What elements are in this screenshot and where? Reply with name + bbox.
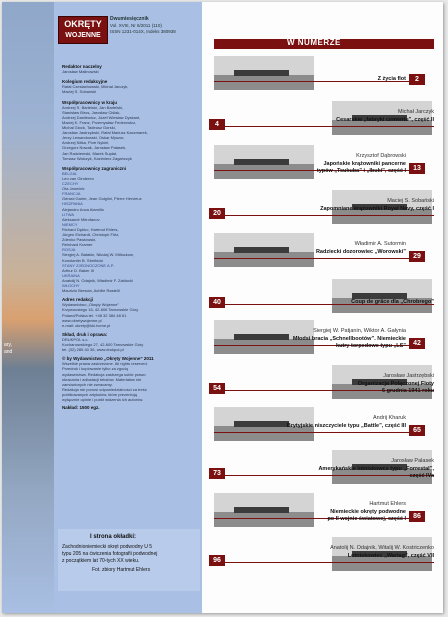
page-number-badge[interactable]: 42 <box>409 338 425 349</box>
foreign-country: BELGIA <box>62 170 77 176</box>
article-author: Michał Jarczyk <box>397 109 434 115</box>
article-title[interactable]: część IVa <box>409 473 434 479</box>
article-author: Jarosław Palasek <box>391 458 434 464</box>
foreign-names: Siergiej A. Bałakin, Nikołaj W. Mitiuckow, <box>62 252 134 258</box>
entry-divider <box>225 475 434 476</box>
cover-note-line: z początkiem lat 70-tych XX wieku. <box>62 558 140 564</box>
foreign-country: CZECHY <box>62 181 79 186</box>
article-author: Krzysztof Dąbrowski <box>356 153 406 159</box>
page-number-badge[interactable]: 54 <box>209 383 225 394</box>
domestic-line: Andrzej Danilewicz, Józef Wiesław Dyskant, <box>62 114 141 120</box>
cover-note-credit: Fot. zbiory Hartmut Ehlers <box>92 567 151 573</box>
masthead-issn: ISSN 1231-014X, Indeks 380938 <box>110 29 176 34</box>
domestic-line: Andrzej Nitka, Piotr Nykiel, <box>62 140 110 146</box>
editor-heading: Redaktor naczelny <box>62 64 102 69</box>
foreign-country: FRANCJA <box>62 191 81 197</box>
foreign-country: LITWA <box>62 211 75 217</box>
foreign-names: Zdenko Pawlowski, <box>62 237 97 243</box>
page-number-badge[interactable]: 20 <box>209 208 225 219</box>
foreign-country: HISZPANIA <box>62 201 83 207</box>
article-title[interactable]: Zapomniane krążowniki Royal Navy, część I <box>320 206 434 212</box>
cover-photo-strip <box>2 2 54 613</box>
address-line: e-mail: okrety@kki.home.pl <box>62 322 111 328</box>
board-heading: Kolegium redakcyjne <box>62 79 108 85</box>
article-title[interactable]: Z życia flot <box>377 76 406 82</box>
circulation: Nakład: 1500 egz. <box>62 405 100 411</box>
address-line: www.okretywojenne.pl <box>62 317 102 323</box>
page-number-badge[interactable]: 65 <box>409 425 425 436</box>
article-thumbnail <box>332 279 432 313</box>
cover-note-box <box>58 529 200 591</box>
copyright-head: © by Wydawnictwo „Okręty Wojenne” 2011 <box>62 356 154 362</box>
copyright-line: zamówionych nie zwracamy. <box>62 381 113 387</box>
article-title[interactable]: 6 grudnia 1941 roku <box>382 388 434 394</box>
article-title[interactable]: Młodsi bracia „Schnellbootów”. Niemieckie <box>292 336 406 342</box>
page-number-badge[interactable]: 29 <box>409 251 425 262</box>
address-line: Poland/Polska tel. +48 32 384 48 61 <box>62 312 127 318</box>
article-title[interactable]: Cesarskie „fabryki cementu”, część II <box>336 117 434 123</box>
article-author: Jarosław Jastrzębski <box>383 373 434 379</box>
foreign-country: NIEMCY <box>62 221 78 227</box>
article-title[interactable]: Niemieckie okręty podwodne <box>330 509 406 515</box>
cover-note-line: Zachodnioniemiecki okręt podwodny U 5 <box>62 544 153 550</box>
article-author: Andrij Kharuk <box>372 415 406 421</box>
page-number-badge[interactable]: 13 <box>409 163 425 174</box>
article-title[interactable]: po II wojnie światowej, część I <box>327 516 406 522</box>
entry-divider <box>214 432 409 433</box>
article-thumbnail <box>214 145 314 179</box>
domestic-line: Jarosław Jastrzębski, Rafał Mariusz Kaczmarek, <box>62 130 148 136</box>
foreign-names: Aleksandr Mitrofanov <box>62 216 100 222</box>
article-title[interactable]: Amerykańskie lotniskowce typu „Forrestal”, <box>318 466 434 472</box>
cover-note-head: I strona okładki: <box>90 534 137 540</box>
foreign-names: Reinhard Kramer <box>62 242 93 248</box>
foreign-names: Richard Dębko, Hartmut Ehlers, <box>62 226 119 232</box>
article-thumbnail <box>214 56 314 90</box>
foreign-names: Konstantin B. Strelbicki <box>62 257 104 263</box>
foreign-names: Maurizio Brescia, Achille Rastelli <box>62 288 120 294</box>
board-line: Rafał Czeslachowski, Michał Jarczyk, <box>62 84 129 90</box>
article-title[interactable]: Brytyjskie niszczyciele typu „Battle”, część III <box>286 423 406 429</box>
article-author: Władimir A. Sutormin <box>354 241 406 247</box>
domestic-line: Maciej K. Franz, Przemysław Federowicz, <box>62 119 137 125</box>
domestic-line: Jan Radziemski, Marek Supłat, <box>62 150 118 156</box>
domestic-heading: Współpracownicy w kraju <box>62 99 118 105</box>
cover-note-line: typu 205 na ćwiczenia fotografii podwodnej <box>62 551 158 557</box>
board-line: Maciej S. Sobański <box>62 89 97 95</box>
entry-divider <box>214 258 409 259</box>
entry-divider <box>225 215 434 216</box>
foreign-country: WŁOCHY <box>62 283 80 288</box>
article-title[interactable]: typów „Tsukuba” i „Ibuki”, część I <box>316 168 406 174</box>
foreign-names: Ota Janeček <box>62 186 85 192</box>
copyright-line: Przedruk i kopiowanie tylko za zgodą <box>62 366 128 372</box>
foreign-country: STANY ZJEDNOCZONE A.P. <box>62 262 115 268</box>
domestic-line: Stanisław Biros, Jarosław Ciślak, <box>62 109 121 115</box>
domestic-line: Tomasz Walczyk, Kazimierz Zagańczyk <box>62 155 132 161</box>
print-line: Kochanowskiego 27, 42-600 Tarnowskie Góry <box>62 342 144 347</box>
foreign-country: ROSJA <box>62 247 76 253</box>
magazine-page <box>2 2 443 613</box>
page-number-badge[interactable]: 2 <box>409 74 425 85</box>
copyright-line: wyłącznie opinie i punkt widzenia ich autorów. <box>62 397 144 402</box>
article-author: Hartmut Ehlers <box>369 501 406 507</box>
copyright-line: skracania i adiustacji tekstów. Materiałów nie <box>62 376 142 382</box>
article-author: Maciej S. Sobański <box>387 198 434 204</box>
page-number-badge[interactable]: 40 <box>209 297 225 308</box>
article-title[interactable]: Japońskie krążowniki pancerne <box>323 161 406 167</box>
magazine-logo: OKRĘTY WOJENNE <box>58 16 108 44</box>
photo-strip-caption: ary, and <box>4 342 13 355</box>
article-author: Anatolij N. Odajnik, Witalij W. Kostriczenko <box>330 545 434 551</box>
article-title[interactable]: Organizacja Połączonej Floty <box>357 381 434 387</box>
domestic-line: Michał Glock, Tadeusz Górski, <box>62 125 116 130</box>
masthead-volume: Vol. XVIII, Nr 6/2011 (110) <box>110 23 162 28</box>
domestic-line: Grzegorz Nowak, Jarosław Palasek, <box>62 145 127 151</box>
article-thumbnail <box>214 233 314 267</box>
address-line: Wydawnictwo „Okręty Wojenne” <box>62 302 119 308</box>
article-thumbnail <box>214 493 314 527</box>
page-number-badge[interactable]: 73 <box>209 468 225 479</box>
copyright-line: publikowanych artykułów, które prezentują <box>62 391 137 397</box>
foreign-country: UKRAINA <box>62 272 80 278</box>
foreign-names: Gérard Garier, Jean Guiglini, Pierre Hervieux <box>62 196 142 202</box>
article-title[interactable]: Radziecki dozorowiec „Worowski” <box>315 249 406 255</box>
article-author: Siergiej W. Patjanin, Wiktor A. Gałynia <box>313 328 406 334</box>
article-title[interactable]: Lotniskowiec „Wariag”, część VII <box>347 553 434 559</box>
foreign-heading: Współpracownicy zagraniczni <box>62 165 127 171</box>
domestic-line: Andrzej S. Bartelski, Jan Bartelski, <box>62 104 124 110</box>
print-heading: Skład, druk i oprawa: <box>62 331 108 337</box>
address-heading: Adres redakcji <box>62 297 94 303</box>
entry-divider <box>225 562 434 563</box>
masthead-name: Dwumiesięcznik <box>110 16 149 22</box>
page-number-badge[interactable]: 96 <box>209 555 225 566</box>
foreign-names: Jürgen Eichardt, Christoph Fütz, <box>62 232 120 237</box>
print-line: tel. (32) 285 40 36, www.drukpol.pl <box>62 347 124 353</box>
article-title[interactable]: kutry torpedowe typu „LS” <box>336 343 406 349</box>
copyright-line: Redakcja nie ponosi odpowiedzialności za treść <box>62 386 147 392</box>
editor-name: Jarosław Malinowski <box>62 69 99 75</box>
domestic-line: Jerzy Lewandowski, Oskar Myszor, <box>62 135 125 141</box>
foreign-names: Arthur D. Baker III <box>62 267 95 273</box>
entry-divider <box>225 126 434 127</box>
article-title[interactable]: Coup de grâce dla „Chrobrego” <box>351 299 434 305</box>
page-number-badge[interactable]: 86 <box>409 511 425 522</box>
foreign-names: Alejandro Anca Alamillo <box>62 206 104 212</box>
foreign-names: Anatolij N. Odajnik, Władimir F. Zabłocki <box>62 277 133 283</box>
copyright-line: wydawnictwa. Redakcja zastrzega sobie prawo <box>62 371 146 377</box>
foreign-names: Leo van Ginderen <box>62 175 94 181</box>
toc-header: W NUMERZE <box>287 38 341 47</box>
address-line: Krzywoustego 16, 42-606 Tarnowskie Góry <box>62 307 139 313</box>
print-line: DRUKPOL s.c. <box>62 336 89 342</box>
page-number-badge[interactable]: 4 <box>209 119 225 130</box>
copyright-line: Wszelkie prawa zastrzeżone. All rights reserved. <box>62 361 148 367</box>
